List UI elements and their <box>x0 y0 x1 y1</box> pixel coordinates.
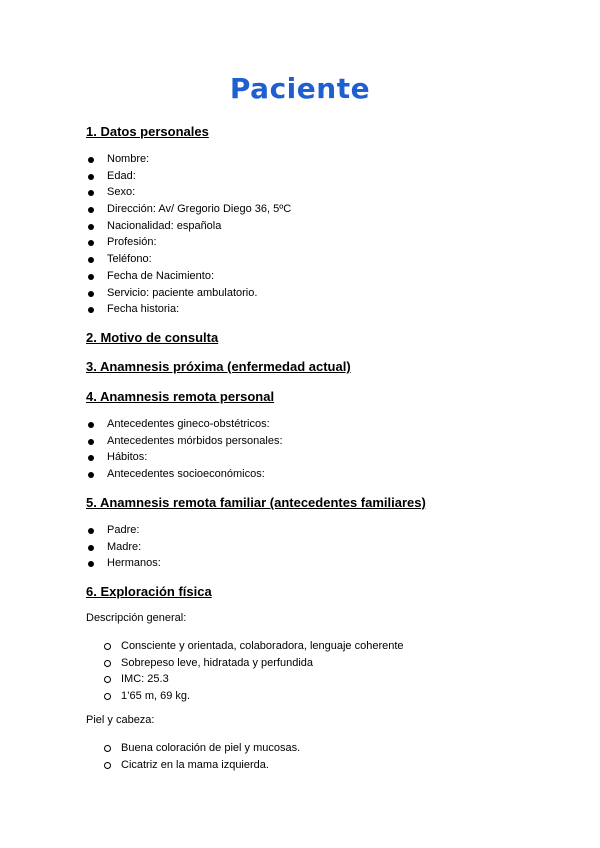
bullet-icon <box>88 291 94 297</box>
list-item <box>86 218 291 235</box>
list-item <box>86 301 291 318</box>
list-item <box>86 151 291 168</box>
list-item <box>104 740 300 757</box>
bullet-icon <box>88 528 94 534</box>
list-item <box>86 555 161 572</box>
list-item <box>86 201 291 218</box>
bullet-icon <box>88 422 94 428</box>
list-item-text: Hábitos: <box>107 451 148 464</box>
list-item-text: Profesión: <box>107 236 157 249</box>
heading-anamnesis-remota-familiar: 5. Anamnesis remota familiar (antecedentes familiares) <box>86 495 426 510</box>
list-item <box>86 234 291 251</box>
circle-bullet-icon <box>104 676 111 683</box>
list-item-text: Antecedentes socioeconómicos: <box>107 468 265 481</box>
list-item <box>86 251 291 268</box>
list-item-text: Buena coloración de piel y mucosas. <box>121 742 301 754</box>
bullet-icon <box>88 439 94 445</box>
list-item-text: Madre: <box>107 540 142 553</box>
label-descripcion-general: Descripción general: <box>86 612 187 624</box>
heading-anamnesis-remota-personal: 4. Anamnesis remota personal <box>86 389 275 404</box>
list-item <box>86 433 283 450</box>
list-item <box>86 184 291 201</box>
list-datos-personales <box>86 151 291 318</box>
heading-exploracion-fisica: 6. Exploración física <box>86 584 212 599</box>
list-item <box>86 268 291 285</box>
list-anamnesis-remota-personal <box>86 416 283 483</box>
list-item-text: Nacionalidad: española <box>107 219 222 232</box>
list-item <box>86 285 291 302</box>
list-item-text: Sexo: <box>107 186 136 199</box>
bullet-icon <box>88 257 94 263</box>
bullet-icon <box>88 174 94 180</box>
list-item-text: 1’65 m, 69 kg. <box>121 690 191 703</box>
list-item <box>86 416 283 433</box>
bullet-icon <box>88 455 94 461</box>
circle-bullet-icon <box>104 745 111 752</box>
bullet-icon <box>88 224 94 230</box>
list-item <box>86 539 161 556</box>
page-title: Paciente <box>229 72 371 105</box>
list-item-text: Fecha de Nacimiento: <box>107 269 214 282</box>
heading-anamnesis-proxima: 3. Anamnesis próxima (enfermedad actual) <box>86 359 351 374</box>
bullet-icon <box>88 207 94 213</box>
bullet-icon <box>88 545 94 551</box>
bullet-icon <box>88 274 94 280</box>
list-item <box>104 655 404 672</box>
list-descripcion-general <box>104 638 404 705</box>
list-item-text: Dirección: Av/ Gregorio Diego 36, 5ºC <box>107 203 292 216</box>
circle-bullet-icon <box>104 660 111 667</box>
bullet-icon <box>88 240 94 246</box>
list-item <box>104 688 404 705</box>
list-item <box>86 449 283 466</box>
list-item-text: Consciente y orientada, colaboradora, lenguaje coherente <box>121 640 404 652</box>
list-item <box>86 522 161 539</box>
list-item-text: Antecedentes mórbidos personales: <box>107 434 283 447</box>
circle-bullet-icon <box>104 693 111 700</box>
list-item <box>86 466 283 483</box>
list-item-text: Padre: <box>107 524 140 536</box>
list-item-text: Edad: <box>107 169 136 182</box>
list-item <box>86 168 291 185</box>
list-item <box>104 671 404 688</box>
list-item-text: Cicatriz en la mama izquierda. <box>121 758 269 771</box>
list-item-text: Nombre: <box>107 153 150 165</box>
list-item-text: Fecha historia: <box>107 303 180 316</box>
bullet-icon <box>88 157 94 163</box>
bullet-icon <box>88 472 94 478</box>
list-item-text: Sobrepeso leve, hidratada y perfundida <box>121 656 314 669</box>
circle-bullet-icon <box>104 643 111 650</box>
list-item <box>104 638 404 655</box>
heading-motivo-consulta: 2. Motivo de consulta <box>86 330 219 345</box>
list-item-text: IMC: 25.3 <box>121 673 169 686</box>
list-item-text: Antecedentes gineco-obstétricos: <box>107 418 270 430</box>
list-item-text: Hermanos: <box>107 557 161 570</box>
list-item-text: Teléfono: <box>107 253 152 266</box>
label-piel-cabeza: Piel y cabeza: <box>86 714 155 726</box>
bullet-icon <box>88 561 94 567</box>
bullet-icon <box>88 307 94 313</box>
circle-bullet-icon <box>104 762 111 769</box>
list-item-text: Servicio: paciente ambulatorio. <box>107 286 258 299</box>
bullet-icon <box>88 190 94 196</box>
list-item <box>104 757 300 774</box>
heading-datos-personales: 1. Datos personales <box>86 124 209 139</box>
list-piel-cabeza <box>104 740 300 773</box>
list-anamnesis-remota-familiar <box>86 522 161 572</box>
